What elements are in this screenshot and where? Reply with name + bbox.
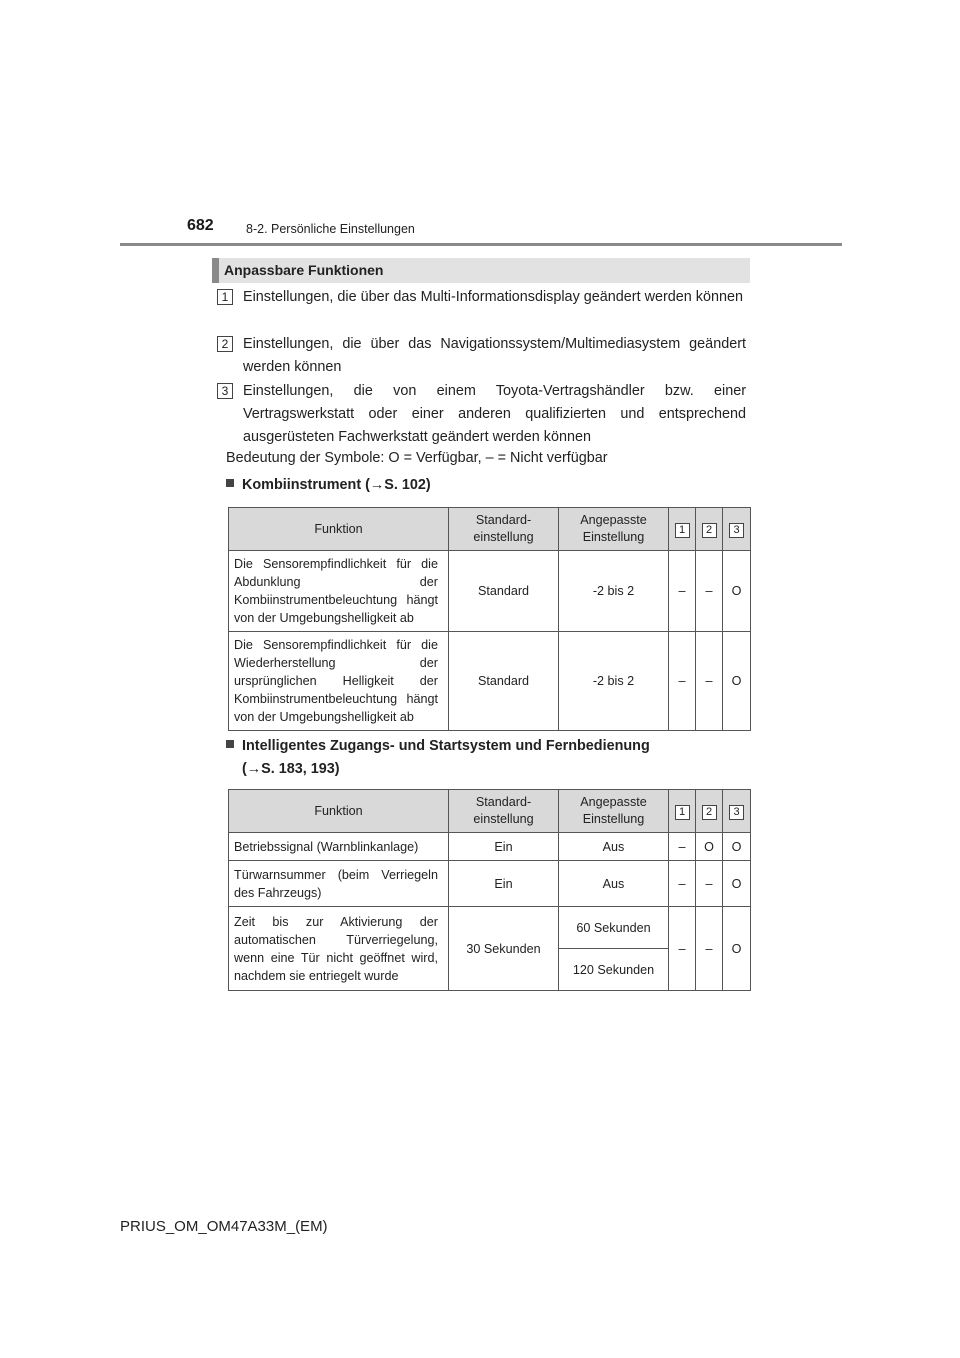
function-cell: Zeit bis zur Aktivierung der automatischen Türverriegelung, wenn eine Tür nicht geöffnet wird, nachdem sie entriegelt wurde (229, 907, 449, 991)
custom-cell: -2 bis 2 (559, 551, 669, 632)
definition-number: 2 (217, 336, 233, 352)
section-heading-kombiinstrument (226, 474, 431, 497)
definition-text: Einstellungen, die über das Navigationssystem/Multimediasystem geändert werden können (243, 336, 746, 375)
table-header-row (229, 508, 751, 551)
col-header-standard: Standard- einstellung (449, 508, 559, 551)
section-heading-zugangssystem (226, 735, 650, 781)
col-header-angepasst: Angepasste Einstellung (559, 790, 669, 833)
availability-cell-3: O (723, 632, 751, 731)
standard-cell: Standard (449, 632, 559, 731)
header-divider (120, 243, 842, 246)
availability-cell-1: – (669, 632, 696, 731)
availability-cell-3: O (723, 551, 751, 632)
function-cell: Die Sensorempfindlichkeit für die Wiederherstellung der ursprünglichen Helligkeit der Kombiinstrumentbeleuchtung hängt von der Umgebungshelligkeit ab (229, 632, 449, 731)
custom-cell: 120 Sekunden (559, 949, 669, 991)
heading-bar (212, 258, 750, 283)
col-header-3 (723, 508, 751, 551)
col-header-1 (669, 508, 696, 551)
document-code: PRIUS_OM_OM47A33M_(EM) (120, 1218, 328, 1235)
table-row (229, 833, 751, 861)
standard-cell: Ein (449, 861, 559, 907)
col-header-standard: Standard- einstellung (449, 790, 559, 833)
availability-cell-1: – (669, 551, 696, 632)
section-heading-text: Intelligentes Zugangs- und Startsystem und Fernbedienung (242, 738, 650, 754)
column-number-1: 1 (675, 523, 690, 538)
custom-cell: 60 Sekunden (559, 907, 669, 949)
heading-accent (212, 258, 219, 283)
bullet-square-icon (226, 740, 234, 748)
table-header-row (229, 790, 751, 833)
section-heading-reference: (→S. 183, 193) (242, 761, 340, 777)
section-heading-text: Kombiinstrument (→S. 102) (242, 477, 431, 493)
availability-cell-2: – (696, 632, 723, 731)
column-number-3: 3 (729, 523, 744, 538)
definition-number: 3 (217, 383, 233, 399)
availability-cell-1: – (669, 833, 696, 861)
col-header-funktion: Funktion (229, 790, 449, 833)
table-row (229, 907, 751, 949)
bullet-square-icon (226, 479, 234, 487)
col-header-angepasst: Angepasste Einstellung (559, 508, 669, 551)
availability-cell-2: O (696, 833, 723, 861)
custom-cell: Aus (559, 861, 669, 907)
col-header-3 (723, 790, 751, 833)
definition-text: Einstellungen, die von einem Toyota-Vertragshändler bzw. einer Vertragswerkstatt oder einer anderen qualifizierten und entsprechend ausgerüsteten Fachwerkstatt geändert werden können (243, 383, 746, 445)
availability-cell-1: – (669, 907, 696, 991)
col-header-2 (696, 790, 723, 833)
availability-cell-3: O (723, 861, 751, 907)
availability-cell-3: O (723, 833, 751, 861)
column-number-2: 2 (702, 805, 717, 820)
symbol-legend: Bedeutung der Symbole: O = Verfügbar, – = Nicht verfügbar (226, 450, 608, 466)
page-number: 682 (187, 217, 214, 234)
table-row (229, 551, 751, 632)
column-number-3: 3 (729, 805, 744, 820)
function-cell: Türwarnsummer (beim Verriegeln des Fahrzeugs) (229, 861, 449, 907)
availability-cell-2: – (696, 861, 723, 907)
col-header-1 (669, 790, 696, 833)
table-zugangssystem (228, 789, 751, 991)
custom-cell: -2 bis 2 (559, 632, 669, 731)
availability-cell-2: – (696, 907, 723, 991)
custom-cell: Aus (559, 833, 669, 861)
section-title: 8-2. Persönliche Einstellungen (246, 222, 415, 236)
availability-cell-1: – (669, 861, 696, 907)
heading-title: Anpassbare Funktionen (224, 262, 384, 278)
col-header-funktion: Funktion (229, 508, 449, 551)
col-header-2 (696, 508, 723, 551)
table-row (229, 861, 751, 907)
standard-cell: Standard (449, 551, 559, 632)
function-cell: Betriebssignal (Warnblinkanlage) (229, 833, 449, 861)
availability-cell-3: O (723, 907, 751, 991)
availability-cell-2: – (696, 551, 723, 632)
standard-cell: 30 Sekunden (449, 907, 559, 991)
column-number-2: 2 (702, 523, 717, 538)
standard-cell: Ein (449, 833, 559, 861)
table-row (229, 632, 751, 731)
definition-number: 1 (217, 289, 233, 305)
table-kombiinstrument (228, 507, 751, 731)
column-number-1: 1 (675, 805, 690, 820)
definition-text: Einstellungen, die über das Multi-Informationsdisplay geändert werden können (243, 289, 743, 305)
function-cell: Die Sensorempfindlichkeit für die Abdunklung der Kombiinstrumentbeleuchtung hängt von der Umgebungshelligkeit ab (229, 551, 449, 632)
